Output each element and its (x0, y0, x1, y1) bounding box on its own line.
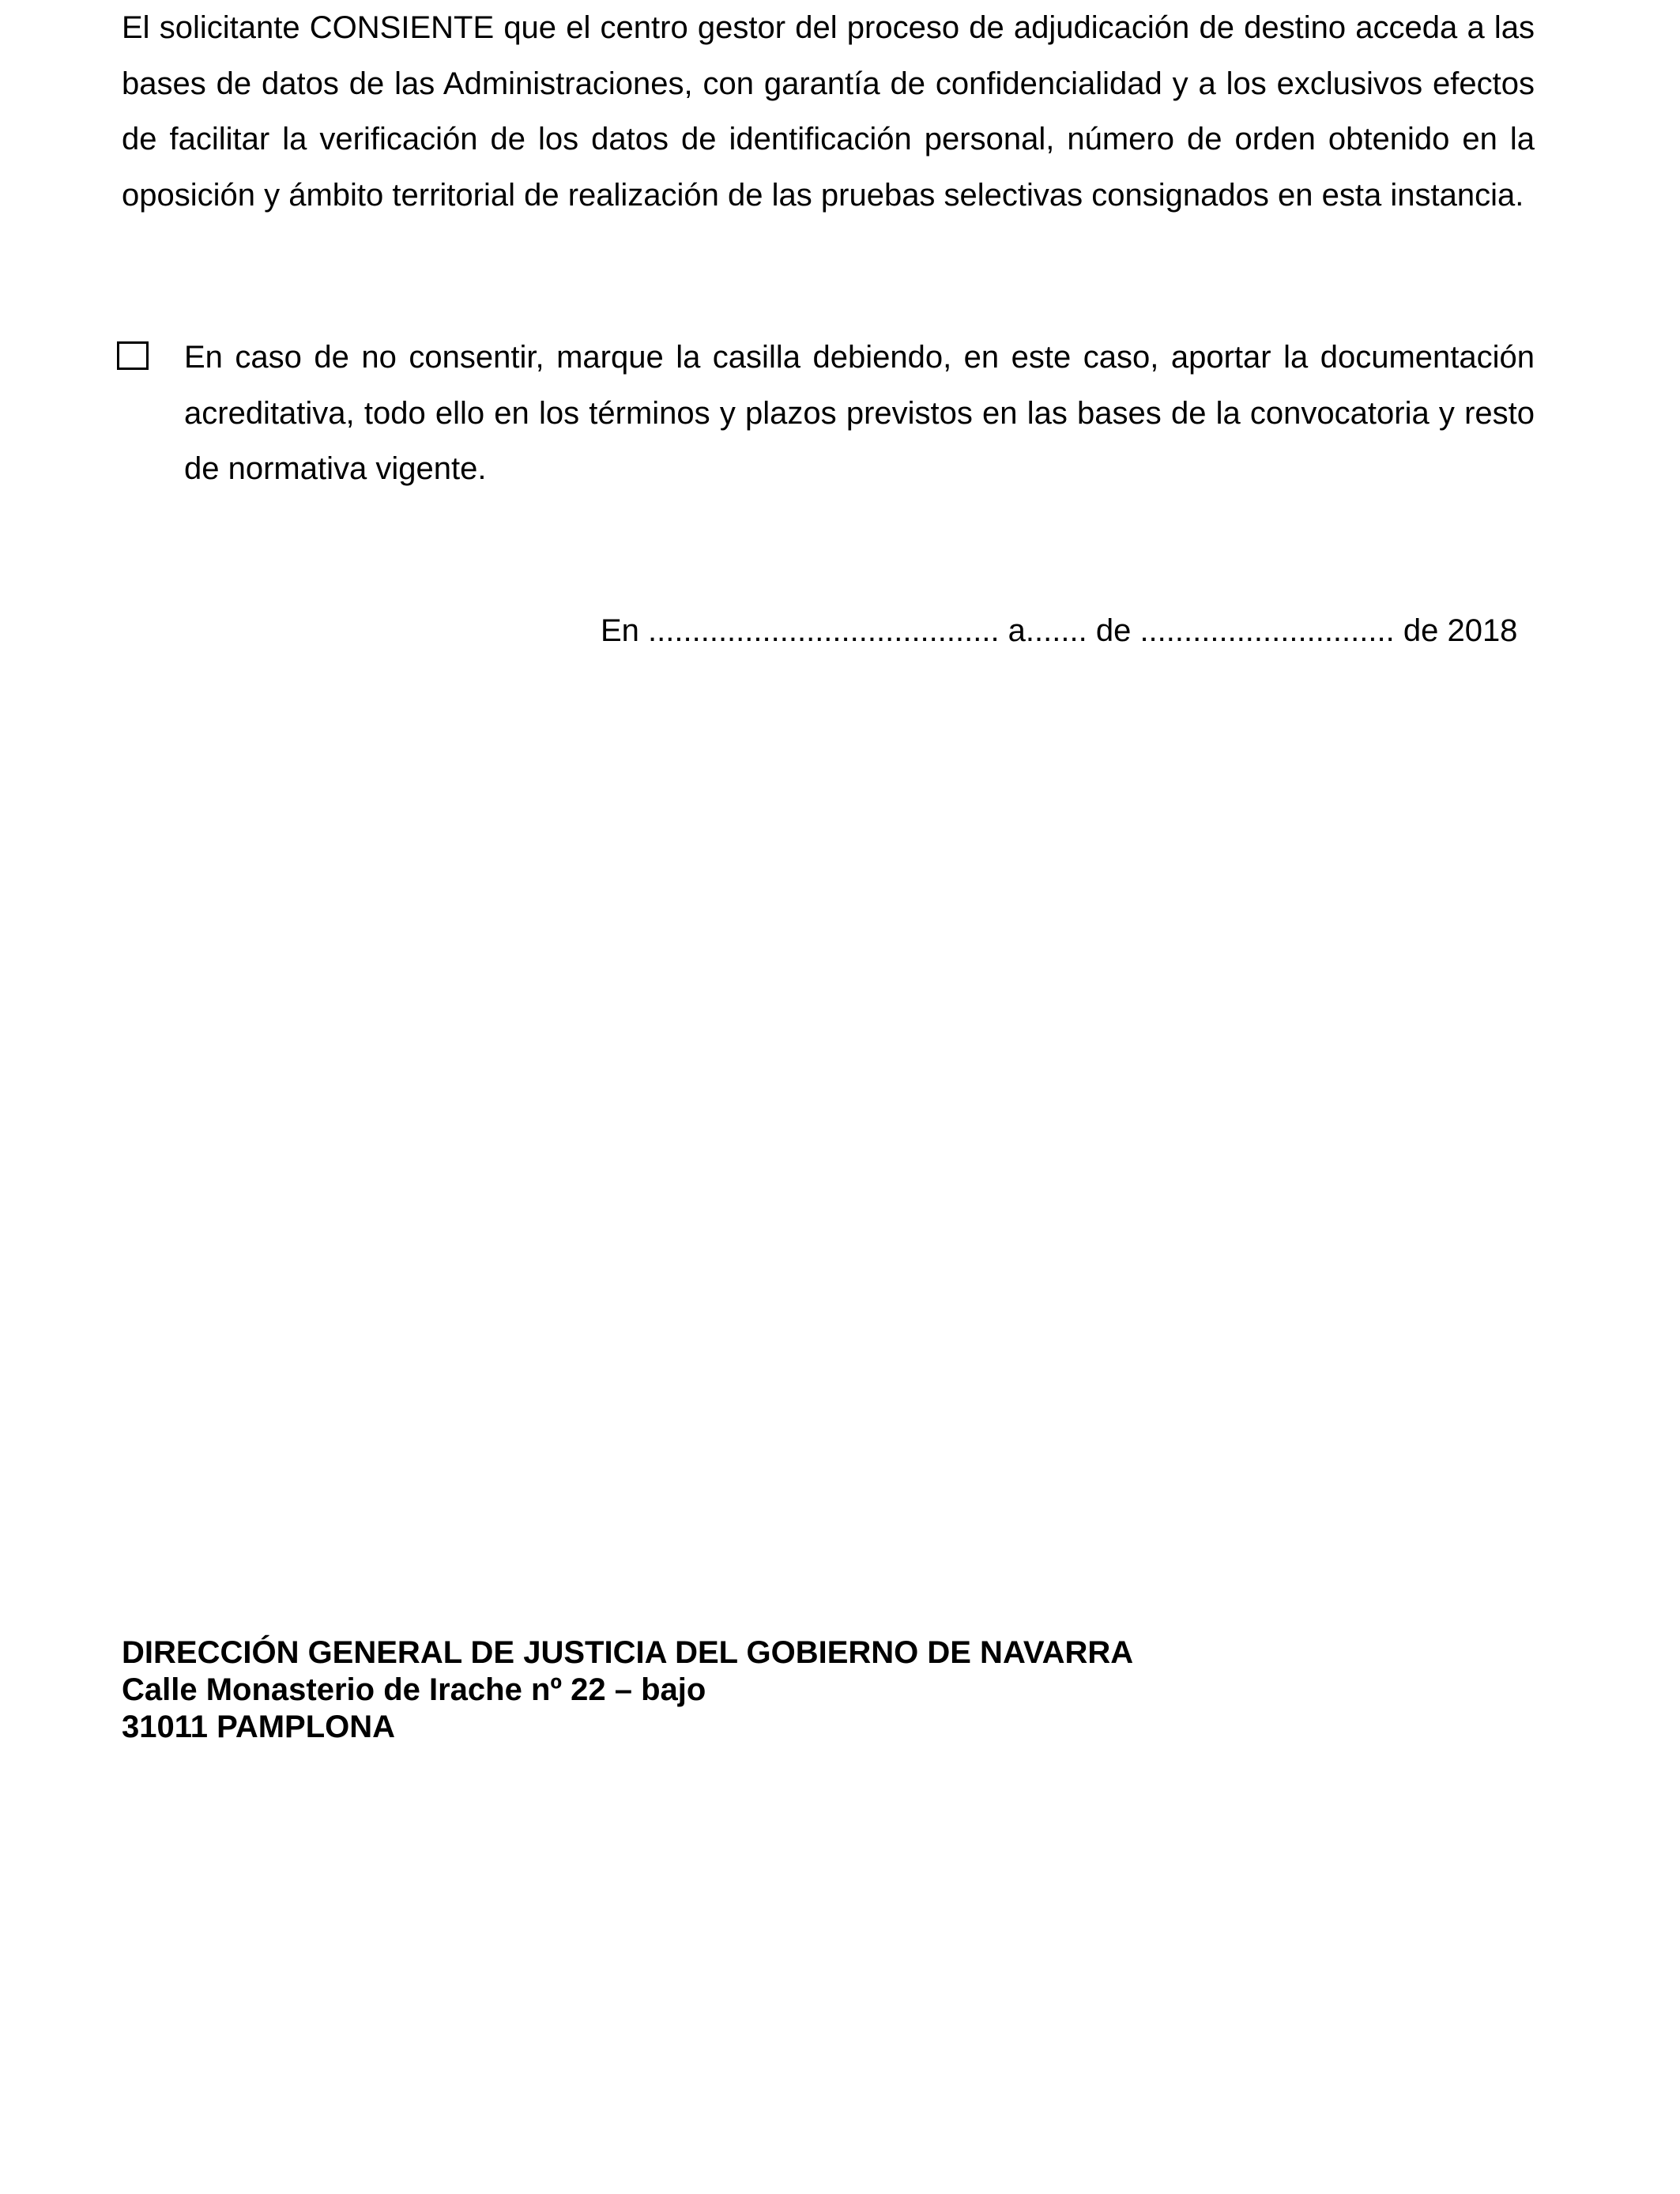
address-block (122, 1634, 1133, 1746)
address-street: Calle Monasterio de Irache nº 22 – bajo (122, 1672, 706, 1707)
consent-paragraph: El solicitante CONSIENTE que el centro gestor del proceso de adjudicación de destino acceda a las bases de datos de las Administraciones, con garantía de confidencialidad y a los exclusivos efectos de facilitar la verificación de los datos de identificación personal, número de orden obtenido en la oposición y ámbito territorial de realización de las pruebas selectivas consignados en esta instancia. (122, 10, 1535, 213)
address-organization: DIRECCIÓN GENERAL DE JUSTICIA DEL GOBIERNO DE NAVARRA (122, 1635, 1134, 1670)
opt-out-text: En caso de no consentir, marque la casilla debiendo, en este caso, aportar la documentación acreditativa, todo ello en los términos y plazos previstos en las bases de la convocatoria y resto de normativa vigente. (184, 340, 1535, 486)
place-date-line: En ........................................ a....... de ............................. de 2018 (601, 613, 1518, 648)
opt-out-checkbox[interactable] (117, 341, 149, 370)
address-city: 31011 PAMPLONA (122, 1710, 396, 1744)
